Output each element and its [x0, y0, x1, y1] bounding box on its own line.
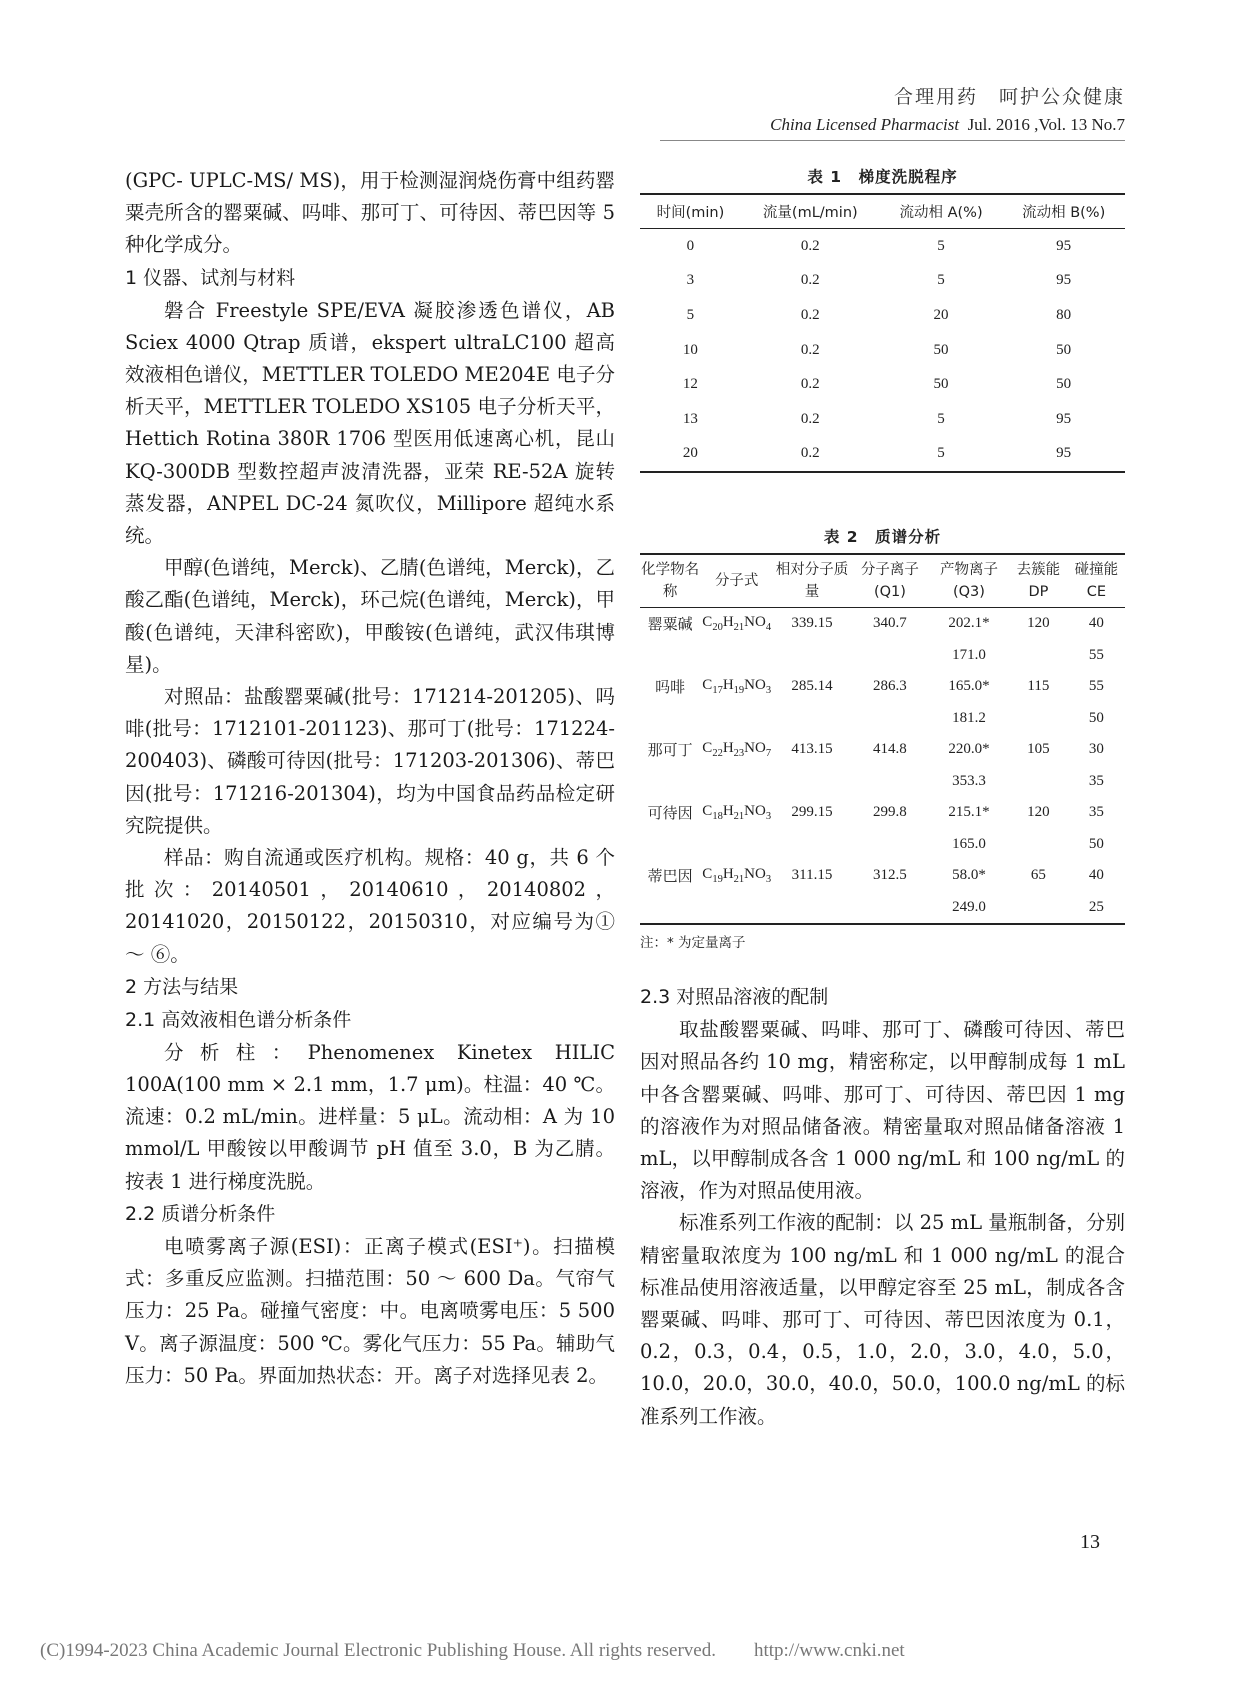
- table-2-cell: 105: [1027, 741, 1050, 758]
- table-1-cell: 50: [933, 341, 949, 358]
- ms-paragraph: 电喷雾离子源(ESI)：正离子模式(ESI⁺)。扫描模式：多重反应监测。扫描范围：50 ～ 600 Da。气帘气压力：25 Pa。碰撞气密度：中。电离喷雾电压：5 500 V。离子源温度：500 ℃。雾化气压力：55 Pa。辅助气压力：50 Pa。界面加热状态：开。离子对选择见表 2。: [125, 1234, 615, 1387]
- page-number: 13: [1080, 1531, 1100, 1553]
- table-1-cell: 0: [686, 237, 695, 254]
- table-2-cell: 220.0*: [948, 741, 990, 758]
- table-2-header-0: 化学物名称: [641, 562, 700, 601]
- table-2-cell: 那可丁: [647, 741, 693, 760]
- table-row: [640, 608, 1125, 640]
- table-1-header-0: 时间(min): [656, 205, 725, 221]
- table-row: [640, 333, 1125, 368]
- left-column: [125, 165, 615, 1392]
- table-1-cell: 95: [1056, 410, 1072, 427]
- table-2-cell: 115: [1027, 678, 1050, 695]
- table-1: [640, 165, 1125, 473]
- table-row: [640, 671, 1125, 703]
- table-2-cell: 340.7: [873, 615, 907, 632]
- table-1-cell: 80: [1056, 306, 1072, 323]
- table-1-cell: 95: [1056, 445, 1072, 462]
- table-1-cell: 20: [682, 445, 698, 462]
- table-row: [640, 402, 1125, 437]
- table-1-grid: [640, 193, 1125, 473]
- table-1-cell: 0.2: [800, 445, 820, 462]
- table-2-cell: [640, 829, 700, 861]
- instruments-paragraph: 磐合 Freestyle SPE/EVA 凝胶渗透色谱仪，AB Sciex 4000 Qtrap 质谱，ekspert ultraLC100 超高效液相色谱仪，METTLER TOLEDO ME204E 电子分析天平，METTLER TOLEDO XS105 电子分析天平，Hettich Rotina 380R 1706 型医用低速离心机，昆山 KQ-300DB 型数控超声波清洗器，亚荣 RE-52A 旋转蒸发器，ANPEL DC-24 氮吹仪，Millipore 超纯水系统。: [125, 298, 615, 548]
- table-1-cell: 0.2: [800, 272, 820, 289]
- standard-series-paragraph: 标准系列工作液的配制：以 25 mL 量瓶制备，分别精密量取浓度为 100 ng/mL 和 1 000 ng/mL 的混合标准品使用溶液适量，以甲醇定容至 25 mL，制成各含罂粟碱、吗啡、那可丁、可待因、蒂巴因浓度为 0.1，0.2，0.3，0.4，0.5，1.0，2.0，3.0，4.0，5.0，10.0，20.0，30.0，40.0，50.0，100.0 ng/mL 的标准系列工作液。: [640, 1211, 1125, 1428]
- table-2-cell: 165.0: [952, 835, 986, 852]
- table-2-cell: [1009, 766, 1068, 798]
- table-1-cell: 5: [937, 237, 945, 254]
- table-row: [640, 703, 1125, 735]
- intro-paragraph: (GPC- UPLC-MS/ MS)，用于检测湿润烧伤膏中组药罂粟壳所含的罂粟碱、吗啡、那可丁、可待因、蒂巴因等 5 种化学成分。: [125, 169, 615, 257]
- table-2-cell: [1009, 703, 1068, 735]
- table-row: [640, 734, 1125, 766]
- table-2-header-4: 产物离子(Q3): [939, 562, 998, 601]
- table-1-caption: 表 1 梯度洗脱程序: [807, 168, 958, 186]
- section-1-heading: 1 仪器、试剂与材料: [125, 266, 296, 289]
- right-column: [640, 165, 1125, 1433]
- table-2-cell: 50: [1088, 835, 1104, 852]
- table-1-cell: 0.2: [800, 410, 820, 427]
- table-2-header-2: 相对分子质量: [775, 562, 849, 601]
- table-1-cell: 95: [1056, 237, 1072, 254]
- table-1-cell: 5: [937, 272, 945, 289]
- table-2-cell: 120: [1027, 804, 1050, 821]
- table-1-header-2: 流动相 A(%): [899, 205, 983, 221]
- table-2-cell: 65: [1030, 867, 1046, 884]
- table-2-cell: [640, 766, 700, 798]
- table-row: [640, 298, 1125, 333]
- table-2-cell: $C_{20}H_{21}NO_4$: [702, 614, 772, 634]
- table-row: [640, 367, 1125, 402]
- table-2: [640, 525, 1125, 951]
- table-2-cell: [1009, 829, 1068, 861]
- table-1-cell: 50: [1056, 376, 1072, 393]
- running-header-motto: 合理用药 呵护公众健康: [893, 86, 1125, 108]
- table-2-cell: [1009, 892, 1068, 925]
- table-1-cell: 95: [1056, 272, 1072, 289]
- table-2-cell: 339.15: [791, 615, 833, 632]
- table-2-header-5: 去簇能 DP: [1016, 562, 1061, 601]
- table-2-cell: [773, 766, 851, 798]
- table-2-cell: [851, 766, 929, 798]
- table-2-cell: $C_{19}H_{21}NO_3$: [702, 866, 772, 886]
- table-2-cell: 413.15: [791, 741, 833, 758]
- table-1-cell: 10: [682, 341, 698, 358]
- journal-issue: Jul. 2016 ,Vol. 13 No.7: [967, 115, 1125, 134]
- table-2-cell: 299.15: [791, 804, 833, 821]
- table-2-cell: [773, 829, 851, 861]
- table-2-header-1: 分子式: [714, 573, 759, 590]
- stock-solution-paragraph: 取盐酸罂粟碱、吗啡、那可丁、磷酸可待因、蒂巴因对照品各约 10 mg，精密称定，以甲醇制成每 1 mL 中各含罂粟碱、吗啡、那可丁、可待因、蒂巴因 1 mg 的溶液作为对照品储备液。精密量取对照品储备溶液 1 mL，以甲醇制成各含 1 000 ng/mL 和 100 ng/mL 的溶液，作为对照品使用液。: [640, 1018, 1125, 1203]
- table-2-cell: 50: [1088, 709, 1104, 726]
- header-rule: [660, 140, 1125, 141]
- table-2-cell: [851, 892, 929, 925]
- table-2-cell: 35: [1088, 804, 1104, 821]
- copyright-footer: (C)1994-2023 China Academic Journal Electronic Publishing House. All rights reserved. http://www.cnki.net: [40, 1640, 905, 1661]
- table-row: [640, 797, 1125, 829]
- table-2-cell: 414.8: [873, 741, 907, 758]
- table-2-cell: 35: [1088, 772, 1104, 789]
- table-1-header-3: 流动相 B(%): [1022, 205, 1106, 221]
- table-2-cell: 120: [1027, 615, 1050, 632]
- table-1-cell: 5: [937, 410, 945, 427]
- table-1-cell: 12: [682, 376, 698, 393]
- table-1-cell: 20: [933, 306, 949, 323]
- table-row: [640, 829, 1125, 861]
- table-2-header-3: 分子离子(Q1): [860, 562, 919, 601]
- table-row: [640, 892, 1125, 925]
- table-2-note: 注：* 为定量离子: [640, 935, 746, 952]
- table-2-cell: [700, 892, 773, 925]
- section-2-1-heading: 2.1 高效液相色谱分析条件: [125, 1008, 352, 1031]
- table-2-cell: 165.0*: [948, 678, 990, 695]
- table-2-cell: 吗啡: [655, 678, 686, 697]
- table-2-cell: 312.5: [873, 867, 907, 884]
- table-2-cell: 55: [1088, 678, 1104, 695]
- section-2-2-heading: 2.2 质谱分析条件: [125, 1202, 276, 1225]
- table-2-cell: 285.14: [791, 678, 833, 695]
- table-2-caption: 表 2 质谱分析: [823, 528, 942, 547]
- running-header-journal: [770, 115, 1125, 135]
- table-2-cell: [773, 892, 851, 925]
- table-2-cell: 40: [1088, 615, 1104, 632]
- table-2-cell: 311.15: [791, 867, 833, 884]
- table-2-cell: [640, 892, 700, 925]
- table-1-cell: 0.2: [800, 376, 820, 393]
- table-2-cell: $C_{17}H_{19}NO_3$: [702, 677, 772, 697]
- table-row: [640, 766, 1125, 798]
- references-paragraph: 对照品：盐酸罂粟碱(批号：171214-201205)、吗啡(批号：1712101-201123)、那可丁(批号：171224-200403)、磷酸可待因(批号：171203-201306)、蒂巴因(批号：171216-201304)，均为中国食品药品检定研究院提供。: [125, 685, 615, 837]
- table-2-cell: 可待因: [647, 804, 693, 823]
- table-1-cell: 0.2: [800, 341, 820, 358]
- table-row: [640, 640, 1125, 672]
- table-2-cell: 25: [1088, 898, 1104, 915]
- table-1-cell: 5: [686, 306, 695, 323]
- table-1-cell: 0.2: [800, 237, 820, 254]
- table-2-grid: [640, 553, 1125, 925]
- table-row: [640, 860, 1125, 892]
- table-2-cell: 罂粟碱: [647, 615, 693, 634]
- table-2-cell: [773, 640, 851, 672]
- table-1-cell: 13: [682, 410, 698, 427]
- reagents-paragraph: 甲醇(色谱纯，Merck)、乙腈(色谱纯，Merck)，乙酸乙酯(色谱纯，Merck)，环己烷(色谱纯，Merck)，甲酸(色谱纯，天津科密欧)，甲酸铵(色谱纯，武汉伟琪博星)。: [125, 556, 615, 676]
- table-2-cell: [700, 829, 773, 861]
- table-2-cell: 40: [1088, 867, 1104, 884]
- table-1-cell: 50: [1056, 341, 1072, 358]
- table-row: [640, 264, 1125, 299]
- table-2-cell: [700, 766, 773, 798]
- table-2-cell: 215.1*: [948, 804, 990, 821]
- table-1-header-1: 流量(mL/min): [762, 205, 858, 221]
- section-2-3-heading: 2.3 对照品溶液的配制: [640, 986, 829, 1009]
- table-2-cell: 30: [1088, 741, 1104, 758]
- samples-paragraph: 样品：购自流通或医疗机构。规格：40 g，共 6 个批次：20140501，20140610，20140802，20141020，20150122，20150310，对应编号为① ～ ⑥。: [125, 846, 615, 966]
- table-row: [640, 229, 1125, 264]
- table-2-cell: 249.0: [952, 898, 986, 915]
- table-2-cell: [700, 703, 773, 735]
- table-1-cell: 0.2: [800, 306, 820, 323]
- table-2-cell: 58.0*: [952, 867, 986, 884]
- table-2-cell: [640, 703, 700, 735]
- table-2-cell: [851, 829, 929, 861]
- table-1-cell: 5: [937, 445, 945, 462]
- table-2-cell: 蒂巴因: [647, 867, 693, 886]
- hplc-paragraph: 分析柱：Phenomenex Kinetex HILIC 100A(100 mm × 2.1 mm，1.7 μm)。柱温：40 ℃。流速：0.2 mL/min。进样量：5 μL。流动相：A 为 10 mmol/L 甲酸铵以甲酸调节 pH 值至 3.0，B 为乙腈。按表 1 进行梯度洗脱。: [125, 1040, 615, 1193]
- journal-name: China Licensed Pharmacist: [770, 115, 960, 134]
- table-2-cell: 202.1*: [948, 615, 990, 632]
- section-2-heading: 2 方法与结果: [125, 975, 239, 998]
- table-2-cell: [851, 703, 929, 735]
- section-2-3: [640, 981, 1125, 1433]
- table-2-cell: 299.8: [873, 804, 907, 821]
- table-2-cell: 171.0: [952, 646, 986, 663]
- table-1-cell: 50: [933, 376, 949, 393]
- table-row: [640, 437, 1125, 473]
- table-2-cell: 286.3: [873, 678, 907, 695]
- table-2-cell: [851, 640, 929, 672]
- table-2-cell: [640, 640, 700, 672]
- table-2-cell: 55: [1088, 646, 1104, 663]
- table-2-header-6: 碰撞能 CE: [1074, 562, 1119, 601]
- table-2-cell: [700, 640, 773, 672]
- table-2-cell: $C_{22}H_{23}NO_7$: [702, 740, 772, 760]
- table-2-cell: $C_{18}H_{21}NO_3$: [702, 803, 772, 823]
- table-2-cell: [1009, 640, 1068, 672]
- table-2-cell: 353.3: [952, 772, 986, 789]
- table-2-cell: 181.2: [952, 709, 986, 726]
- table-1-cell: 3: [686, 272, 695, 289]
- table-2-cell: [773, 703, 851, 735]
